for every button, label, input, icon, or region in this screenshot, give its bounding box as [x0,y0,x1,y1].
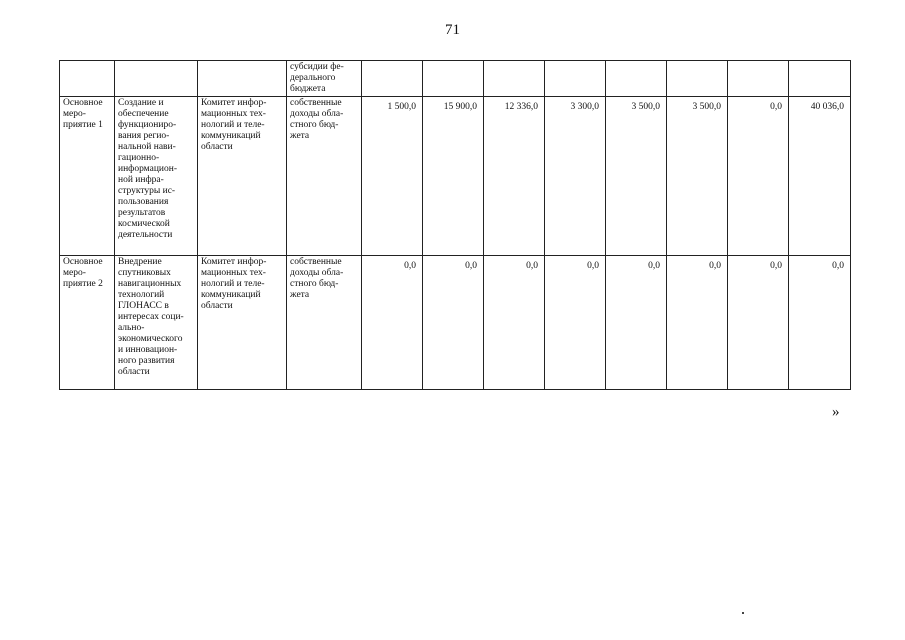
cell-value: 0,0 [423,256,484,390]
scan-speck [742,612,744,614]
table-row-measure-1 [60,97,851,256]
cell-funding-source: субсидии фе- дерального бюджета [287,61,362,97]
cell-funding-source: собственные доходы обла- стного бюд- жета [287,97,362,256]
cell-executor: Комитет инфор- мационных тех- нологий и теле- коммуникаций области [198,97,287,256]
cell-empty [115,61,198,97]
cell-measure-label: Основное меро- приятие 1 [60,97,115,256]
cell-value: 0,0 [606,256,667,390]
cell-value: 0,0 [728,97,789,256]
cell-value: 15 900,0 [423,97,484,256]
page-number: 71 [445,22,460,38]
cell-value: 12 336,0 [484,97,545,256]
table-row-continuation [60,61,851,97]
cell-empty [198,61,287,97]
cell-empty [423,61,484,97]
cell-value: 3 500,0 [606,97,667,256]
cell-value: 3 500,0 [667,97,728,256]
cell-empty [545,61,606,97]
cell-value: 0,0 [728,256,789,390]
table-row-measure-2 [60,256,851,390]
cell-empty [728,61,789,97]
cell-empty [789,61,851,97]
cell-value: 3 300,0 [545,97,606,256]
cell-funding-source: собственные доходы обла- стного бюд- жета [287,256,362,390]
budget-table [59,60,851,390]
cell-total: 0,0 [789,256,851,390]
cell-value: 0,0 [667,256,728,390]
cell-value: 0,0 [545,256,606,390]
cell-empty [667,61,728,97]
cell-measure-label: Основное меро- приятие 2 [60,256,115,390]
cell-value: 0,0 [484,256,545,390]
cell-measure-name: Внедрение спутниковых навигационных технологий ГЛОНАСС в интересах соци- ально- экономического и инновацион- ного развития области [115,256,198,390]
closing-quote-mark: » [832,404,840,420]
cell-total: 40 036,0 [789,97,851,256]
cell-value: 0,0 [362,256,423,390]
cell-empty [60,61,115,97]
cell-empty [362,61,423,97]
cell-empty [484,61,545,97]
cell-executor: Комитет инфор- мационных тех- нологий и теле- коммуникаций области [198,256,287,390]
cell-value: 1 500,0 [362,97,423,256]
cell-empty [606,61,667,97]
cell-measure-name: Создание и обеспечение функциониро- вания регио- нальной нави- гационно- информацион- ной инфра- структуры ис- пользования результатов космической деятельности [115,97,198,256]
